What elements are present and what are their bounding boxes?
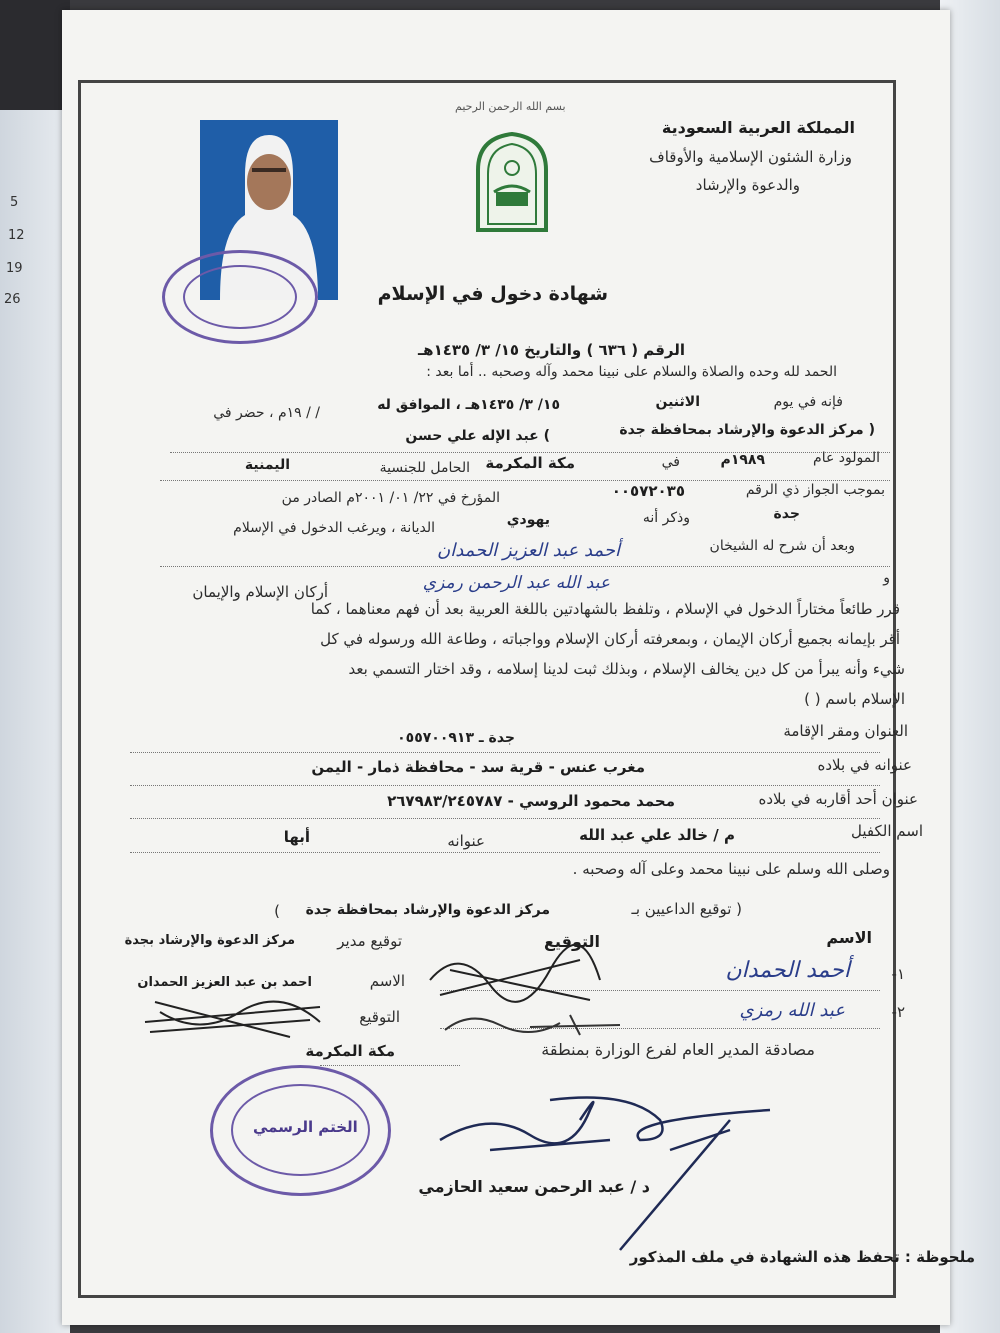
handwritten-signer-2: عبد الله رمزي bbox=[739, 1000, 845, 1021]
handwritten-sheikh-2: عبد الله عبد الرحمن رمزي bbox=[422, 573, 610, 593]
signature-scribble-1 bbox=[420, 940, 610, 1010]
body-value: مركز الدعوة والإرشاد بمحافظة جدة bbox=[305, 902, 550, 918]
fill-line bbox=[160, 480, 890, 481]
approval-label: مصادقة المدير العام لفرع الوزارة بمنطقة bbox=[541, 1040, 815, 1059]
fill-line bbox=[130, 785, 880, 786]
column-name-label: الاسم bbox=[826, 928, 872, 947]
footer-note: ملحوظة : تحفظ هذه الشهادة في ملف المذكور bbox=[629, 1248, 975, 1266]
fill-line bbox=[130, 752, 880, 753]
body-value: ٠٠٥٧٢٠٣٥ bbox=[611, 482, 685, 500]
body-line: وصلى الله وسلم على نبينا محمد وعلى آله وصحبه . bbox=[572, 860, 890, 878]
director-signature bbox=[140, 992, 330, 1042]
signer-number: ١- bbox=[891, 965, 905, 983]
body-label: فإنه في يوم bbox=[773, 394, 843, 410]
body-line: الحمد لله وحده والصلاة والسلام على نبينا محمد وآله وصحبه .. أما بعد : bbox=[426, 364, 837, 380]
body-label: في bbox=[661, 454, 680, 470]
body-label: اسم الكفيل bbox=[851, 822, 923, 840]
header-kingdom: المملكة العربية السعودية bbox=[661, 118, 855, 137]
body-value: أبها bbox=[283, 828, 310, 846]
body-label: وبعد أن شرح له الشيخان bbox=[709, 538, 855, 554]
body-label: عنوانه bbox=[447, 832, 485, 850]
ministry-emblem-icon bbox=[468, 130, 556, 235]
body-line: الإسلام باسم ( ) bbox=[804, 690, 905, 708]
certificate-reference: الرقم ( ٦٣٦ ) والتاريخ ١٥/ ٣/ ١٤٣٥هـ bbox=[418, 341, 685, 359]
official-signature bbox=[430, 1080, 790, 1260]
header-calligraphy: بسم الله الرحمن الرحيم bbox=[455, 100, 566, 113]
director-name-label: الاسم bbox=[369, 972, 405, 990]
approval-region: مكة المكرمة bbox=[305, 1042, 395, 1060]
body-line: شيء وأنه يبرأ من كل دين يخالف الإسلام ، وبذلك ثبت لدينا إسلامه ، وقد اختار التسمي بعد bbox=[348, 660, 905, 678]
body-label: العنوان ومقر الإقامة bbox=[783, 722, 908, 740]
body-label: المؤرخ في ٢٢/ ٠١/ ٢٠٠١م الصادر من bbox=[281, 490, 500, 506]
body-label: عنوان أحد أقاربه في بلاده bbox=[758, 790, 918, 808]
fill-line bbox=[160, 566, 890, 567]
calendar-date: 5 bbox=[10, 195, 19, 210]
body-value: الاثنين bbox=[655, 394, 700, 410]
header-dept: والدعوة والإرشاد bbox=[695, 176, 800, 194]
calendar-date: 26 bbox=[4, 292, 21, 307]
director-center: مركز الدعوة والإرشاد بجدة bbox=[124, 933, 295, 948]
body-label: وذكر أنه bbox=[642, 510, 690, 526]
body-value: ( مركز الدعوة والإرشاد بمحافظة جدة bbox=[619, 422, 875, 438]
header-ministry: وزارة الشئون الإسلامية والأوقاف bbox=[649, 148, 852, 166]
signer-number: ٢- bbox=[891, 1003, 905, 1021]
calendar-date: 12 bbox=[8, 228, 25, 243]
official-name: د / عبد الرحمن سعيد الحازمي bbox=[418, 1177, 650, 1196]
handwritten-sheikh-1: أحمد عبد العزيز الحمدان bbox=[437, 540, 620, 561]
fill-line bbox=[170, 452, 890, 453]
seal-text: الختم الرسمي bbox=[253, 1118, 358, 1136]
calendar-date: 19 bbox=[6, 261, 23, 276]
body-label: / / ١٩م ، حضر في bbox=[213, 405, 320, 421]
body-value: جدة ـ ٠٥٥٧٠٠٩١٣ bbox=[397, 730, 515, 746]
body-line: أقر بإيمانه بجميع أركان الإيمان ، وبمعرفته أركان الإسلام وواجباته ، وطاعة الله ورسوله في كل bbox=[320, 630, 900, 648]
body-label: ( توقيع الداعيين بـ bbox=[631, 900, 742, 918]
body-label: بموجب الجواز ذي الرقم bbox=[745, 482, 885, 498]
column-sign-label: التوقيع bbox=[544, 932, 600, 951]
director-label: توقيع مدير bbox=[337, 932, 402, 950]
handwritten-signer-1: أحمد الحمدان bbox=[725, 958, 850, 983]
body-label: ) bbox=[274, 902, 280, 920]
body-value: اليمنية bbox=[244, 457, 290, 473]
director-name: احمد بن عبد العزيز الحمدان bbox=[137, 975, 312, 990]
body-value: ١٥/ ٣/ ١٤٣٥هـ ، الموافق له bbox=[377, 397, 560, 413]
body-value: مغرب عنس - قرية سد - محافظة ذمار - اليمن bbox=[311, 758, 645, 776]
body-label: عنوانه في بلاده bbox=[817, 756, 912, 774]
body-label: و bbox=[883, 570, 890, 586]
body-value: جدة bbox=[773, 506, 800, 522]
body-label: أركان الإسلام والإيمان bbox=[192, 583, 328, 601]
body-value: ١٩٨٩م bbox=[720, 452, 765, 468]
body-value: م / خالد علي عبد الله bbox=[579, 826, 735, 844]
signature-scribble-2 bbox=[440, 1005, 630, 1045]
body-value: محمد محمود الروسي - ٢٦٧٩٨٣/٢٤٥٧٨٧ bbox=[387, 792, 675, 810]
body-value: مكة المكرمة bbox=[485, 454, 575, 472]
body-value: يهودي bbox=[506, 512, 550, 528]
body-label: الحامل للجنسية bbox=[379, 460, 470, 476]
body-label: المولود عام bbox=[813, 450, 880, 466]
body-line: قرر طائعاً مختاراً الدخول في الإسلام ، وتلفظ بالشهادتين باللغة العربية بعد أن فهم معناهما ، كما bbox=[310, 600, 900, 618]
ministry-seal-icon bbox=[210, 1065, 391, 1196]
body-label: الديانة ، ويرغب الدخول في الإسلام bbox=[233, 520, 435, 536]
director-sign-label: التوقيع bbox=[359, 1008, 400, 1026]
fill-line bbox=[130, 852, 880, 853]
background-dark-corner bbox=[0, 0, 70, 110]
official-stamp-icon bbox=[162, 250, 318, 344]
fill-line bbox=[130, 818, 880, 819]
fill-line bbox=[320, 1065, 460, 1066]
certificate-title: شهادة دخول في الإسلام bbox=[377, 283, 608, 305]
body-value: ) عبد الإله علي حسن bbox=[405, 428, 550, 444]
